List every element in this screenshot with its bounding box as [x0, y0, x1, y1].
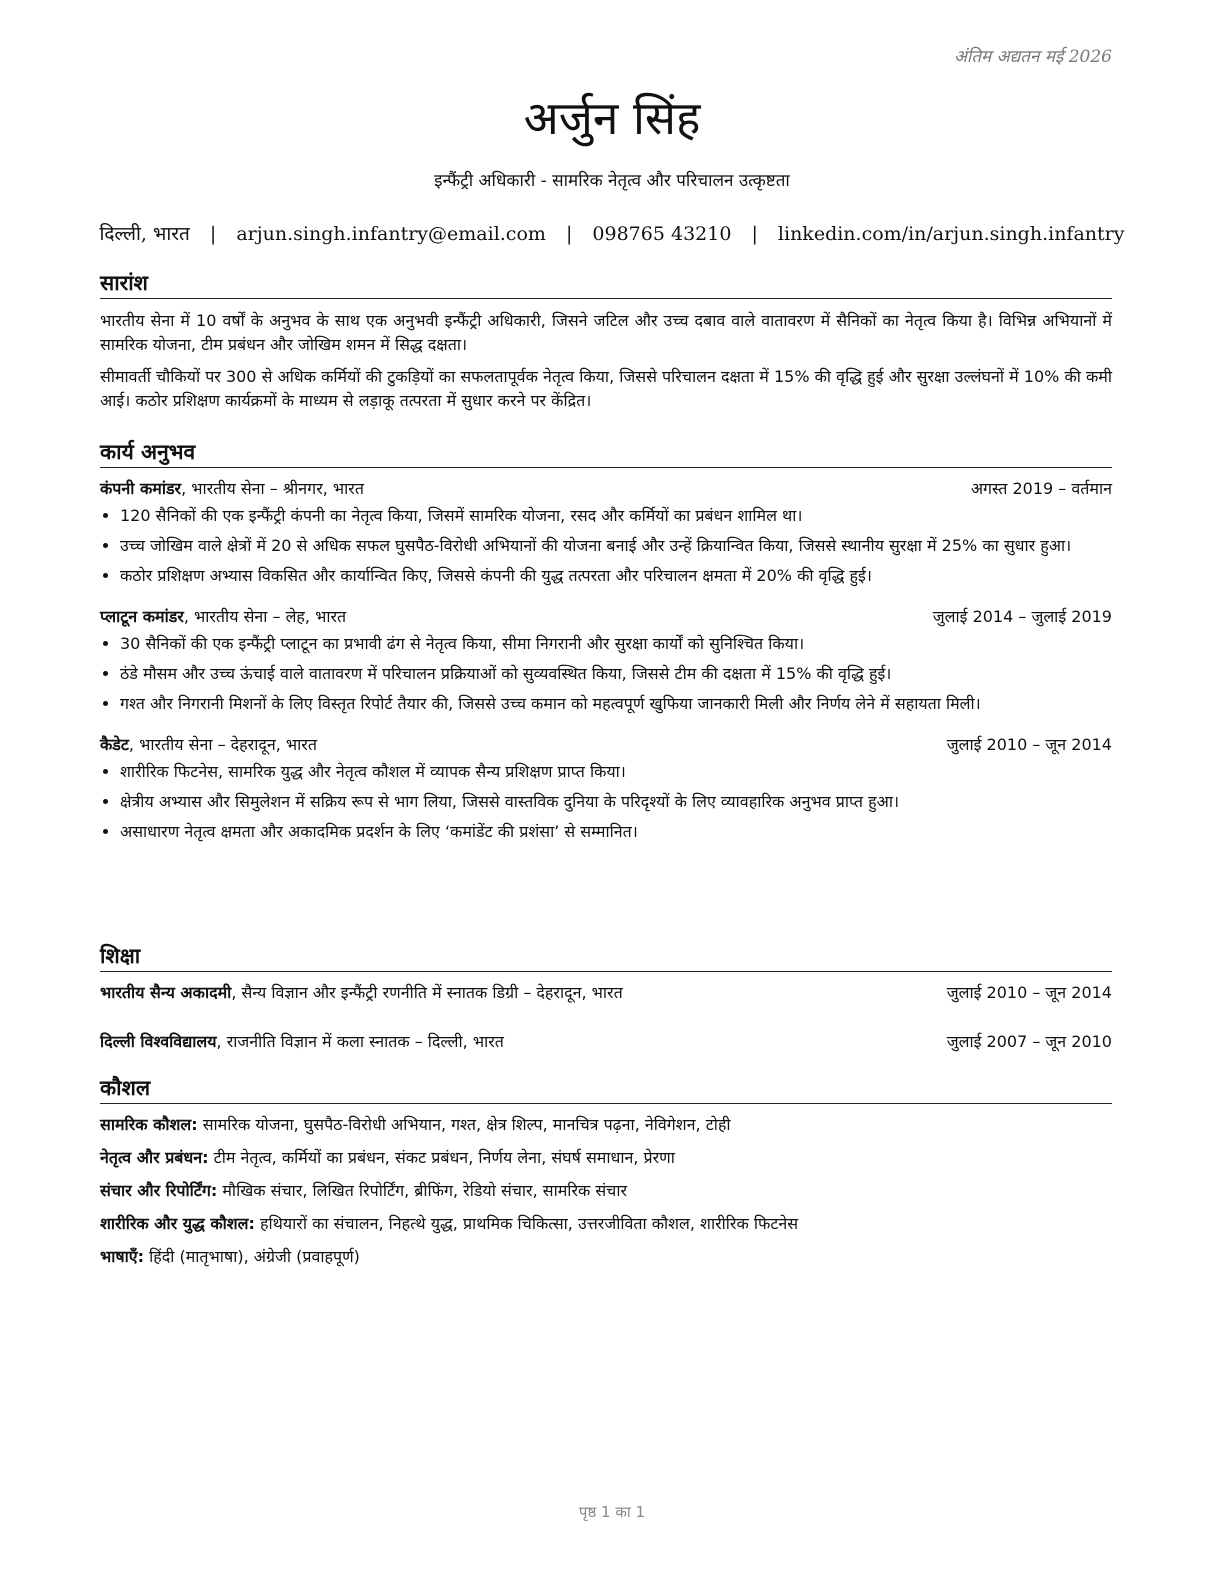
job-bullets	[100, 504, 1112, 588]
skill-value: टीम नेतृत्व, कर्मियों का प्रबंधन, संकट प्रबंधन, निर्णय लेना, संघर्ष समाधान, प्रेरणा	[208, 1148, 675, 1167]
skill-label: भाषाएँ:	[100, 1247, 145, 1266]
job-role: प्लाटून कमांडर	[100, 607, 184, 626]
skill-value: हिंदी (मातृभाषा), अंग्रेजी (प्रवाहपूर्ण)	[144, 1247, 360, 1266]
job-role: कैडेट	[100, 735, 129, 754]
job-bullet: • 30 सैनिकों की एक इन्फैंट्री प्लाटून का प्रभावी ढंग से नेतृत्व किया, सीमा निगरानी और सुरक्षा कार्यों को सुनिश्चित किया।	[120, 632, 1112, 656]
skill-row	[100, 1246, 1112, 1268]
education-detail: , राजनीति विज्ञान में कला स्नातक – दिल्ली, भारत	[216, 1032, 504, 1051]
contact-separator: |	[209, 223, 217, 245]
job-dates: जुलाई 2010 – जून 2014	[946, 735, 1112, 754]
education-institution: दिल्ली विश्वविद्यालय	[100, 1032, 217, 1051]
job-role: कंपनी कमांडर	[100, 479, 182, 498]
skill-value: हथियारों का संचालन, निहत्थे युद्ध, प्राथमिक चिकित्सा, उत्तरजीविता कौशल, शारीरिक फिटनेस	[254, 1214, 799, 1233]
job-entry	[100, 734, 1112, 844]
education-dates: जुलाई 2010 – जून 2014	[946, 983, 1112, 1002]
experience-section	[100, 439, 1112, 862]
summary-paragraph: भारतीय सेना में 10 वर्षों के अनुभव के साथ एक अनुभवी इन्फैंट्री अधिकारी, जिसने जटिल और उच्च दबाव वाले वातावरण में सैनिकों का नेतृत्व किया है। विभिन्न अभियानों में सामरिक योजना, टीम प्रबंधन और जोखिम शमन में सिद्ध दक्षता।	[100, 311, 1112, 354]
job-bullet: • क्षेत्रीय अभ्यास और सिमुलेशन में सक्रिय रूप से भाग लिया, जिससे वास्तविक दुनिया के परिदृश्यों के लिए व्यावहारिक अनुभव प्राप्त हुआ।	[120, 790, 1112, 814]
job-org: , भारतीय सेना – देहरादून, भारत	[128, 735, 317, 754]
job-bullet: • असाधारण नेतृत्व क्षमता और अकादमिक प्रदर्शन के लिए ‘कमांडेंट की प्रशंसा’ से सम्मानित।	[120, 820, 1112, 844]
summary-paragraph: सीमावर्ती चौकियों पर 300 से अधिक कर्मियों की टुकड़ियों का सफलतापूर्वक नेतृत्व किया, जिससे परिचालन दक्षता में 15% की वृद्धि हुई और सुरक्षा उल्लंघनों में 10% की कमी आई। कठोर प्रशिक्षण कार्यक्रमों के माध्यम से लड़ाकू तत्परता में सुधार करने पर केंद्रित।	[100, 367, 1112, 410]
skill-label: संचार और रिपोर्टिंग:	[100, 1181, 218, 1200]
contact-separator: |	[565, 223, 573, 245]
section-title-summary: सारांश	[100, 270, 1112, 299]
page-number: पृष्ठ 1 का 1	[578, 1503, 646, 1521]
job-bullets	[100, 760, 1112, 844]
skill-row	[100, 1180, 1112, 1202]
skill-row	[100, 1147, 1112, 1169]
job-bullet: • शारीरिक फिटनेस, सामरिक युद्ध और नेतृत्व कौशल में व्यापक सैन्य प्रशिक्षण प्राप्त किया।	[120, 760, 1112, 784]
job-header	[100, 734, 1112, 756]
job-org: , भारतीय सेना – लेह, भारत	[183, 607, 347, 626]
skills-section	[100, 1075, 1112, 1279]
contact-line	[0, 220, 1224, 246]
candidate-tagline: इन्फैंट्री अधिकारी - सामरिक नेतृत्व और परिचालन उत्कृष्टता	[434, 171, 790, 191]
job-header	[100, 606, 1112, 628]
job-bullet: • 120 सैनिकों की एक इन्फैंट्री कंपनी का नेतृत्व किया, जिसमें सामरिक योजना, रसद और कर्मियों का प्रबंधन शामिल था।	[120, 504, 1112, 528]
job-bullets	[100, 632, 1112, 716]
skill-value: सामरिक योजना, घुसपैठ-विरोधी अभियान, गश्त, क्षेत्र शिल्प, मानचित्र पढ़ना, नेविगेशन, टोही	[197, 1115, 731, 1134]
candidate-name: अर्जुन सिंह	[523, 91, 701, 145]
skill-label: नेतृत्व और प्रबंधन:	[100, 1148, 209, 1167]
contact-location: दिल्ली, भारत	[99, 223, 190, 245]
education-detail: , सैन्य विज्ञान और इन्फैंट्री रणनीति में स्नातक डिग्री – देहरादून, भारत	[231, 983, 623, 1002]
job-header	[100, 478, 1112, 500]
contact-separator: |	[751, 223, 758, 245]
job-role-line	[100, 734, 317, 756]
skill-label: सामरिक कौशल:	[100, 1115, 198, 1134]
summary-section	[100, 270, 1112, 421]
section-title-skills: कौशल	[100, 1075, 1112, 1104]
job-entry	[100, 478, 1112, 588]
last-updated-note: अंतिम अद्यतन मई 2026	[953, 47, 1112, 67]
job-role-line	[100, 606, 346, 628]
job-dates: जुलाई 2014 – जुलाई 2019	[932, 607, 1112, 626]
contact-linkedin[interactable]: linkedin.com/in/arjun.singh.infantry	[777, 223, 1125, 245]
education-entry	[100, 982, 1112, 1004]
section-title-education: शिक्षा	[100, 943, 1112, 972]
contact-phone[interactable]: 098765 43210	[592, 223, 732, 245]
job-bullet: • ठंडे मौसम और उच्च ऊंचाई वाले वातावरण में परिचालन प्रक्रियाओं को सुव्यवस्थित किया, जिससे टीम की दक्षता में 15% की वृद्धि हुई।	[120, 662, 1112, 686]
section-title-experience: कार्य अनुभव	[100, 439, 1112, 468]
education-section	[100, 943, 1112, 1080]
skill-label: शारीरिक और युद्ध कौशल:	[100, 1214, 255, 1233]
job-bullet: • कठोर प्रशिक्षण अभ्यास विकसित और कार्यान्वित किए, जिससे कंपनी की युद्ध तत्परता और परिचालन क्षमता में 20% की वृद्धि हुई।	[120, 564, 1112, 588]
job-bullet: • उच्च जोखिम वाले क्षेत्रों में 20 से अधिक सफल घुसपैठ-विरोधी अभियानों की योजना बनाई और उन्हें क्रियान्वित किया, जिससे स्थानीय सुरक्षा में 25% का सुधार हुआ।	[120, 534, 1112, 558]
skill-row	[100, 1114, 1112, 1136]
job-dates: अगस्त 2019 – वर्तमान	[970, 479, 1112, 498]
job-entry	[100, 606, 1112, 716]
job-bullet: • गश्त और निगरानी मिशनों के लिए विस्तृत रिपोर्ट तैयार की, जिससे उच्च कमान को महत्वपूर्ण खुफिया जानकारी मिली और निर्णय लेने में सहायता मिली।	[120, 692, 1112, 716]
skill-value: मौखिक संचार, लिखित रिपोर्टिंग, ब्रीफिंग, रेडियो संचार, सामरिक संचार	[217, 1181, 628, 1200]
education-line	[100, 982, 623, 1004]
job-org: , भारतीय सेना – श्रीनगर, भारत	[181, 479, 364, 498]
education-dates: जुलाई 2007 – जून 2010	[946, 1032, 1112, 1051]
contact-email[interactable]: arjun.singh.infantry@email.com	[236, 223, 546, 245]
education-entry	[100, 1031, 1112, 1053]
skill-row	[100, 1213, 1112, 1235]
job-role-line	[100, 478, 364, 500]
education-institution: भारतीय सैन्य अकादमी	[100, 983, 232, 1002]
education-line	[100, 1031, 504, 1053]
